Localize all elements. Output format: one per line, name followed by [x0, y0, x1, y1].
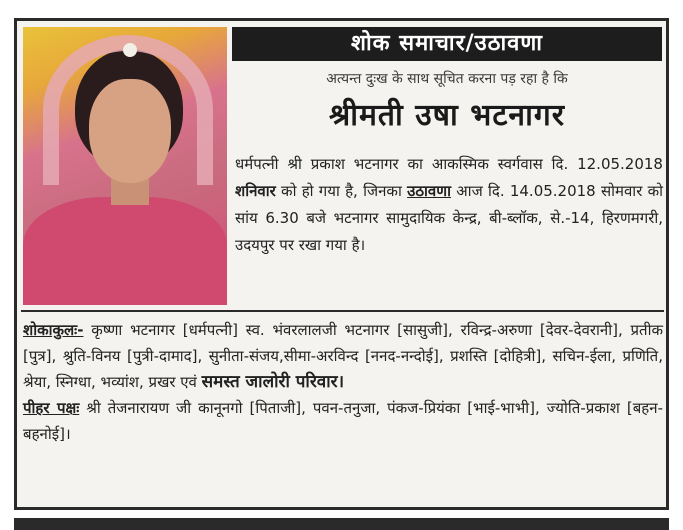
notice-title: शोक समाचार/उठावणा [232, 27, 662, 61]
section-divider [21, 310, 664, 312]
portrait-ornament [123, 43, 137, 57]
mourners-list [23, 317, 663, 447]
bottom-rule [14, 518, 669, 530]
maternal-side-names: श्री तेजनारायण जी कानूनगो [पिताजी], पवन-तनुजा, पंकज-प्रियंका [भाई-भाभी], ज्योति-प्रकाश [बहन-बहनोई]। [23, 399, 663, 443]
para-line3: आज दि. 14.05.2018 सोमवार को सांय [235, 182, 663, 227]
para-date: दि. 12.05.2018 [551, 155, 663, 173]
deceased-name: श्रीमती उषा भटनागर [328, 98, 566, 133]
para-line2: को हो गया है, जिनका [281, 182, 402, 200]
portrait-photo [23, 27, 227, 305]
para-weekday: शनिवार [235, 182, 276, 200]
obituary-notice [14, 18, 669, 510]
mourners-label: शोकाकुलः- [23, 321, 84, 339]
portrait-veil [43, 35, 213, 185]
family-name: समस्त जालोरी परिवार। [201, 372, 345, 392]
para-line5: से.-14, हिरणमगरी, उदयपुर पर रखा गया है। [235, 209, 663, 254]
intro-text: अत्यन्त दुःख के साथ सूचित करना पड़ रहा है कि [326, 71, 568, 87]
maternal-side-label: पीहर पक्षः [23, 399, 80, 417]
mourners-names: कृष्णा भटनागर [धर्मपत्नी] स्व. भंवरलालजी भटनागर [सासुजी], रविन्द्र-अरुणा [देवर-देवरानी], प्रतीक [पुत्र], श्रुति-विनय [पुत्री-दामाद], सुनीता-संजय,सीमा-अरविन्द [ननद-नन्दोई], प्रशस्ति [दोहित्री], सचिन-ईला, प्रणिति, श्रेया, स्निग्धा, भव्यांश, प्रखर एवं [23, 321, 663, 391]
portrait-garment [23, 197, 227, 305]
para-line1: धर्मपत्नी श्री प्रकाश भटनागर का आकस्मिक स्वर्गवास [235, 155, 543, 173]
para-line4: 6.30 बजे भटनागर सामुदायिक केन्द्र, बी-ब्लॉक, [265, 209, 543, 227]
announcement-paragraph [235, 151, 663, 259]
uthavana-heading: उठावणा [407, 182, 451, 200]
